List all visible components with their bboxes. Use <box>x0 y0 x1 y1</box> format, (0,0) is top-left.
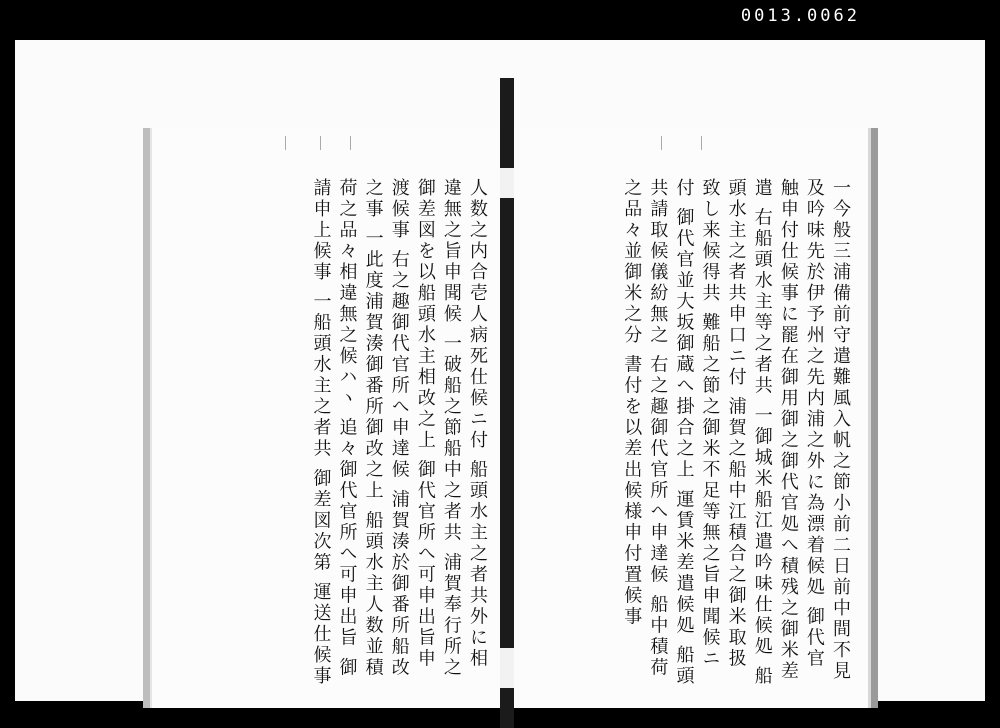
gutter-band <box>500 168 514 198</box>
gutter-band <box>500 648 514 688</box>
page-marks <box>511 136 871 156</box>
left-page <box>143 128 510 708</box>
left-page-text: 人数之内合壱人病死仕候ニ付 船頭水主之者共外に相違無之旨申聞候 一破船之節船中之者共 浦賀奉行所之御差図を以船頭水主相改之上 御代官所へ可申出旨申渡候事 右之趣御代官所へ申達候 浦賀湊於御番所船改之事 一此度浦賀湊御番所御改之上 船頭水主人数並積荷之品々相違無之候ハヽ 追々御代官所へ可申出旨 御請申上候事 一船頭水主之者共 御差図次第 運送仕候事 <box>310 178 488 688</box>
frame-counter: 0013.0062 <box>740 6 860 26</box>
page-marks <box>150 136 510 156</box>
open-book <box>143 128 875 708</box>
right-page-text: 一今般三浦備前守遣難風入帆之節小前二日前中間不見及吟味先於伊予州之先内浦之外に為漂着候処 御代官触申付仕候事に罷在御用御之御代官処へ積残之御米差遣 右船頭水主等之者共 一御城米船江遣吟味仕候処 船頭水主之者共申口ニ付 浦賀之船中江積合之御米取扱致し来候得共 難船之節之御米不足等無之旨申聞候ニ付 御代官並大坂御蔵へ掛合之上 運賃米差遣候処 船頭共請取候儀紛無之 右之趣御代官所へ申達候 船中積荷之品々並御米之分 書付を以差出候様申付置候事 <box>621 178 851 688</box>
scan-sheet <box>15 40 985 701</box>
right-page <box>511 128 878 708</box>
